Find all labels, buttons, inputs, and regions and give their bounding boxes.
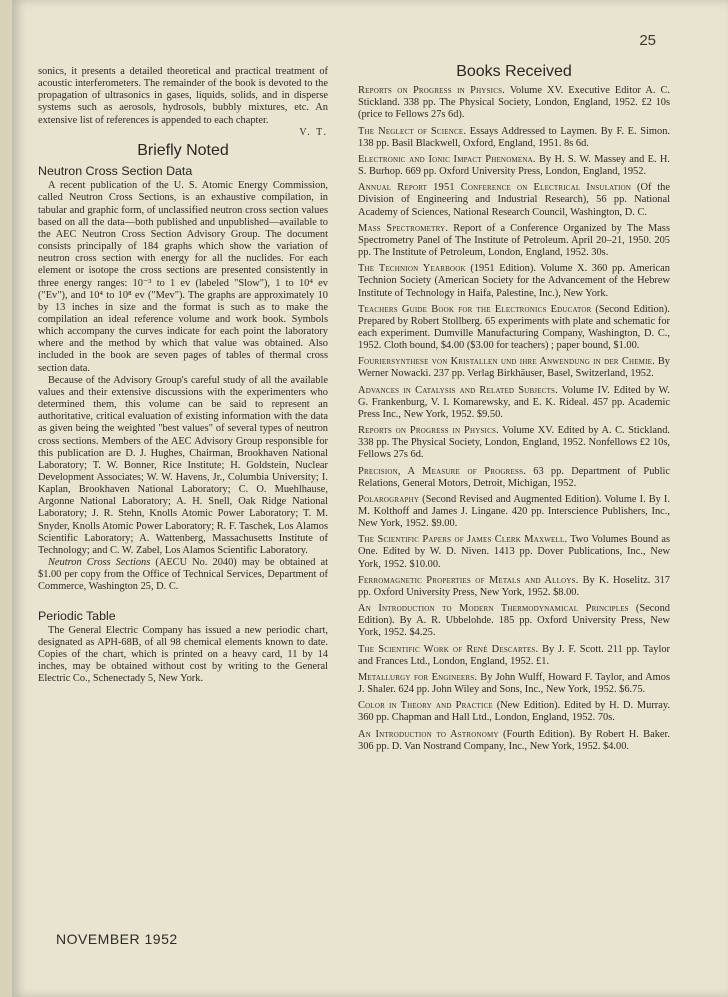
book-entry: [358, 603, 670, 639]
publication-availability: (AECU No. 2040) may be obtained at $1.00 per copy from the Office of Technical Services, Department of Commerce, Washington 25, D. C.: [38, 557, 328, 593]
book-entry: [358, 700, 670, 724]
periodic-section-title: Periodic Table: [38, 608, 116, 623]
book-title: Reports on Progress in Physics.: [358, 85, 505, 97]
book-title: Polarography: [358, 493, 420, 505]
book-list: [358, 85, 670, 753]
right-column: [358, 63, 671, 757]
book-title: Precision, A Measure of Progress.: [358, 465, 526, 477]
book-entry: [358, 223, 670, 259]
book-details: By Werner Nowacki. 237 pp. Verlag Birkhäuser, Basel, Switzerland, 1952.: [358, 356, 670, 380]
book-title: Advances in Catalysis and Related Subjects.: [358, 384, 558, 396]
book-title: Metallurgy for Engineers.: [358, 671, 478, 683]
book-title: Electronic and Ionic Impact Phenomena.: [358, 153, 536, 165]
book-entry: [358, 466, 670, 490]
book-details: Two Volumes Bound as One. Edited by W. D. Niven. 1413 pp. Dover Publications, Inc., New York, 1952. $10.00.: [358, 534, 671, 570]
publication-title: Neutron Cross Sections: [48, 557, 151, 569]
book-title: The Neglect of Science.: [358, 125, 467, 137]
neutron-section-title: Neutron Cross Section Data: [38, 164, 193, 179]
books-received-heading: Books Received: [456, 63, 572, 80]
book-title: An Introduction to Astronomy: [358, 728, 499, 740]
book-title: An Introduction to Modern Thermodynamical Principles: [358, 603, 629, 615]
book-entry: [358, 85, 670, 121]
book-details: (1951 Edition). Volume X. 360 pp. American Technion Society (American Society for the Advancement of the Hebrew Institute of Technology in Haifa, Palestine, Inc.), New York.: [358, 263, 670, 299]
book-entry: [358, 126, 670, 150]
book-title: Annual Report 1951 Conference on Electrical Insulation: [358, 182, 632, 194]
periodic-paragraph: The General Electric Company has issued a new periodic chart, designated as APH-68B, of all 98 chemical elements known to date. Copies of the chart, which is printed on a heavy card, 11 by 14 inches, may be obtained without cost by writing to the General Electric Co., Schenectady 5, New York.: [38, 624, 328, 685]
book-entry: [358, 729, 670, 753]
book-details: (Fourth Edition). By Robert H. Baker. 306 pp. D. Van Nostrand Company, Inc., New York, 1952. $4.00.: [358, 728, 670, 752]
book-details: Volume XV. Edited by A. C. Stickland. 338 pp. The Physical Society, London, England, 1952. Nonfellows £2 10s, Fellows 27s 6d.: [358, 425, 670, 461]
book-details: By J. F. Scott. 211 pp. Taylor and Frances Ltd., London, England, 1952. £1.: [358, 643, 670, 667]
book-details: Volume XV. Executive Editor A. C. Stickland. 338 pp. The Physical Society, London, England, 1952. £2 10s (price to Fellows 27s 6d).: [358, 85, 670, 121]
book-details: (New Edition). Edited by H. D. Murray. 360 pp. Chapman and Hall Ltd., London, England, 1952. 70s.: [358, 700, 670, 724]
book-title: Ferromagnetic Properties of Metals and Alloys.: [358, 574, 579, 586]
book-title: Mass Spectrometry.: [358, 222, 449, 234]
book-details: By John Wulff, Howard F. Taylor, and Amos J. Shaler. 624 pp. John Wiley and Sons, Inc., New York, 1952. $6.75.: [358, 671, 670, 696]
issue-date-footer: NOVEMBER 1952: [56, 931, 178, 947]
book-title: The Scientific Work of René Descartes.: [358, 643, 539, 655]
book-details: (Second Revised and Augmented Edition). Volume I. By I. M. Kolthoff and James J. Lingane. 420 pp. Interscience Publishers, Inc., New York, 1952. $9.00.: [358, 493, 670, 530]
book-details: Report of a Conference Organized by The Mass Spectrometry Panel of The Institute of Petroleum. April 20–21, 1950. 205 pp. The Institute of Petroleum, London, England, 1952. 30s.: [358, 222, 670, 259]
book-entry: [358, 385, 670, 421]
reviewer-initials: V. T.: [299, 126, 328, 138]
journal-page: [12, 0, 728, 997]
book-entry: [358, 182, 670, 218]
book-details: By H. S. W. Massey and E. H. S. Burhop. 669 pp. Oxford University Press, London, England, 1952.: [358, 153, 670, 178]
book-entry: [358, 304, 670, 353]
neutron-paragraph-2: Because of the Advisory Group's careful study of all the available values and their extensive discussions with the experimenters who determined them, this volume can be said to represent an authoritative, critical evaluation of existing information with the data as given being the weighted "best values" of several types of neutron cross sections. Members of the AEC Advisory Group responsible for this publication are D. J. Hughes, Chairman, Brookhaven National Laboratory; T. W. Bonner, Rice Institute; H. Goldstein, Nuclear Development Associates; W. W. Havens, Jr., Columbia University; I. Kaplan, Brookhaven National Laboratory; C. O. Muehlhause, Argonne National Laboratory; A. H. Snell, Oak Ridge National Laboratory; J. R. Stehn, Knolls Atomic Power Laboratory; T. M. Snyder, Knolls Atomic Power Laboratory; R. F. Taschek, Los Alamos Scientific Laboratory; A. Wattenberg, Massachusetts Institute of Technology; and C. W. Zabel, Los Alamos Scientific Laboratory.: [38, 374, 328, 556]
book-title: Color in Theory and Practice: [358, 700, 493, 712]
page-number: 25: [639, 32, 656, 49]
book-entry: [358, 154, 670, 178]
book-details: (Of the Division of Engineering and Industrial Research), 56 pp. National Academy of Sciences, National Research Council, Washington, D. C.: [358, 182, 670, 218]
review-continuation: sonics, it presents a detailed theoretical and practical treatment of acoustic interferometers. The remainder of the book is devoted to the propagation of ultrasonics in gases, liquids, solids, and in disperse systems such as aerosols, hydrosols, bubbly mixtures, etc. An extensive list of references is appended to each chapter.: [38, 66, 328, 126]
neutron-paragraph-1: A recent publication of the U. S. Atomic Energy Commission, called Neutron Cross Sections, is an exhaustive compilation, in tabular and graphic form, of unclassified neutron cross section values based on all the data—both published and unpublished—available to the AEC Neutron Cross Section Advisory Group. The document consists principally of 184 graphs which show the variation of neutron cross section with energy for all the nuclides. For each element or isotope the cross sections are presented consistently in three energy ranges: 10⁻³ to 1 ev (labeled "Slow"), 1 to 10⁴ ev ("Ev"), and 10⁴ to 10⁸ ev ("Mev"). The graphs are approximately 10 by 13 inches in size and the format is such as to make the compilation an ideal reference volume and work book. Symbols which accompany the curves indicate for each point the laboratory where and the method by which that value was obtained. Also included in the book are seven pages of tables of thermal cross section data.: [38, 180, 328, 374]
book-entry: [358, 672, 670, 696]
book-entry: [358, 534, 670, 570]
book-entry: [358, 575, 670, 599]
book-entry: [358, 356, 670, 380]
book-title: Teachers Guide Book for the Electronics Educator: [358, 303, 592, 315]
book-details: 63 pp. Department of Public Relations, General Motors, Detroit, Michigan, 1952.: [358, 465, 670, 489]
book-entry: [358, 425, 670, 461]
book-title: The Scientific Papers of James Clerk Maxwell.: [358, 534, 568, 546]
book-title: The Technion Yearbook: [358, 263, 466, 275]
book-entry: [358, 263, 670, 299]
book-details: Essays Addressed to Laymen. By F. E. Simon. 138 pp. Basil Blackwell, Oxford, England, 1951. 8s 6d.: [358, 125, 670, 149]
left-column: [38, 66, 328, 686]
briefly-noted-heading: Briefly Noted: [137, 141, 229, 159]
book-details: Volume IV. Edited by W. G. Frankenburg, V. I. Komarewsky, and E. K. Rideal. 457 pp. Academic Press Inc., New York, 1952. $9.50.: [358, 384, 670, 420]
book-title: Fouriersynthese von Kristallen und ihre Anwendung in der Chemie.: [358, 356, 655, 368]
neutron-paragraph-3: [38, 557, 328, 593]
book-entry: [358, 644, 670, 668]
book-details: By K. Hoselitz. 317 pp. Oxford University Press, New York, 1952. $8.00.: [358, 574, 670, 598]
book-details: (Second Edition). By A. R. Ubbelohde. 185 pp. Oxford University Press, New York, 1952. $4.25.: [358, 603, 670, 639]
book-details: (Second Edition). Prepared by Robert Stollberg. 65 experiments with plate and schematic for each experiment. Dumville Manufacturing Company, Washington, D. C., 1952. Cloth bound, $4.00 ($3.00 for teachers) ; paper bound, $1.00.: [358, 303, 670, 352]
book-entry: [358, 494, 670, 530]
book-title: Reports on Progress in Physics.: [358, 425, 499, 437]
